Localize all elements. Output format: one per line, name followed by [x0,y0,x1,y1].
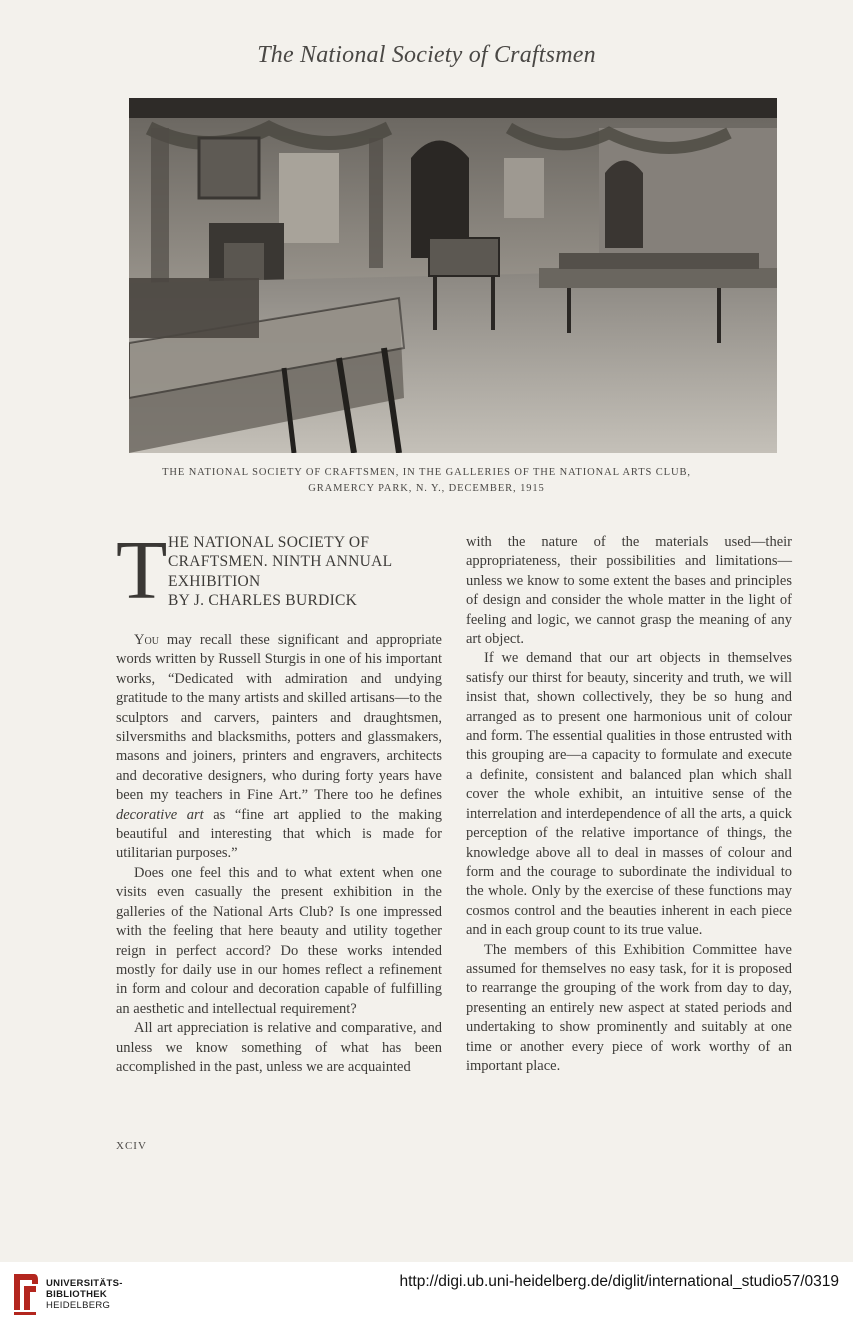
right-column [466,533,792,1076]
heading-line-2: CRAFTSMEN. NINTH ANNUAL [168,553,393,571]
heading-lines [168,533,392,611]
library-name-line-3: HEIDELBERG [46,1300,111,1311]
photo-caption [100,465,753,497]
library-name-line-1: UNIVERSITÄTS- [46,1278,123,1289]
library-name [46,1278,123,1311]
gallery-photo-illustration [129,98,777,453]
library-name-line-2: BIBLIOTHEK [46,1289,108,1300]
gallery-photo [129,98,777,453]
left-column [116,524,443,1077]
paragraph-6: The members of this Exhibition Committee have assumed for themselves no easy task, for it is proposed to rearrange the grouping of the work from day to day, presenting an entirely new aspect at stated periods and undertaking to show prominently and suitably at one time or another every piece of work worthy of an important place. [466,941,792,1074]
paragraph-3: All art appreciation is relative and comparative, and unless we know something of what has been accomplished in the past, unless we are acquainted [116,1020,442,1075]
caption-line-1: THE NATIONAL SOCIETY OF CRAFTSMEN, IN THE GALLERIES OF THE NATIONAL ARTS CLUB, [162,467,691,478]
article-heading [116,524,442,629]
heading-line-3: EXHIBITION [168,572,261,590]
paragraph-1-italic: decorative art [116,806,204,823]
paragraph-5: If we demand that our art objects in themselves satisfy our thirst for beauty, sincerity and truth, we will insist that, shown collectively, they be so hung and arranged as to present one harmonious unit of colour and form. The essential qualities in those entrusted with this grouping are—a capacity to formulate and execute a definite, consistent and balanced plan which shall cover the whole exhibit, an intuitive sense of the interrelation and interdependence of all the arts, a quick perception of the relative importance of things, the knowledge above all to deal in masses of colour and form and the courage to subordinate the individual to the whole. Only by the exercise of these functions may cosmos control and the beauties inherent in each piece and in each group count to its true value. [466,650,792,939]
heading-line-1: HE NATIONAL SOCIETY OF [168,534,370,551]
paragraph-4: with the nature of the materials used—their appropriateness, their possibilities and limitations—unless we know to some extent the bases and principles of design and consider the whole matter in the light of feeling and logic, we cannot grasp the meaning of any art object. [466,534,792,648]
source-url-link[interactable]: http://digi.ub.uni-heidelberg.de/diglit/international_studio57/0319 [399,1273,839,1290]
library-logo-icon [10,1270,40,1316]
paragraph-1-text-a: may recall these significant and appropriate words written by Russell Sturgis in one of his important works, “Dedicated with admiration and undying gratitude to the many artists and skilled artisans—to the sculptors and carvers, painters and draughtsmen, silversmiths and blacksmiths, potters and glassmakers, masons and joiners, printers and engravers, architects and decorative designers, who during forty years have been my teachers in Fine Art.” There too he defines [116,632,442,804]
paragraph-1 [116,631,442,864]
page-folio: XCIV [116,1140,147,1152]
running-head: The National Society of Craftsmen [257,42,596,68]
digitization-footer [0,1262,853,1324]
paragraph-1-text-b: as “fine art applied to the making beautiful and interesting that which is made for utilitarian purposes.” [116,806,443,862]
paragraph-2: Does one feel this and to what extent when one visits even casually the present exhibition in the galleries of the National Arts Club? Is one impressed with the feeling that here beauty and utility together reign in perfect accord? Do these works intended mostly for daily use in our homes reflect a refinement in form and colour and decoration capable of fulfilling an aesthetic and intellectual requirement? [116,864,442,1017]
paragraph-1-lead: You [134,632,159,648]
drop-cap: T [116,524,168,617]
caption-line-2: GRAMERCY PARK, N. Y., DECEMBER, 1915 [308,483,545,494]
heading-byline: BY J. CHARLES BURDICK [168,592,358,610]
